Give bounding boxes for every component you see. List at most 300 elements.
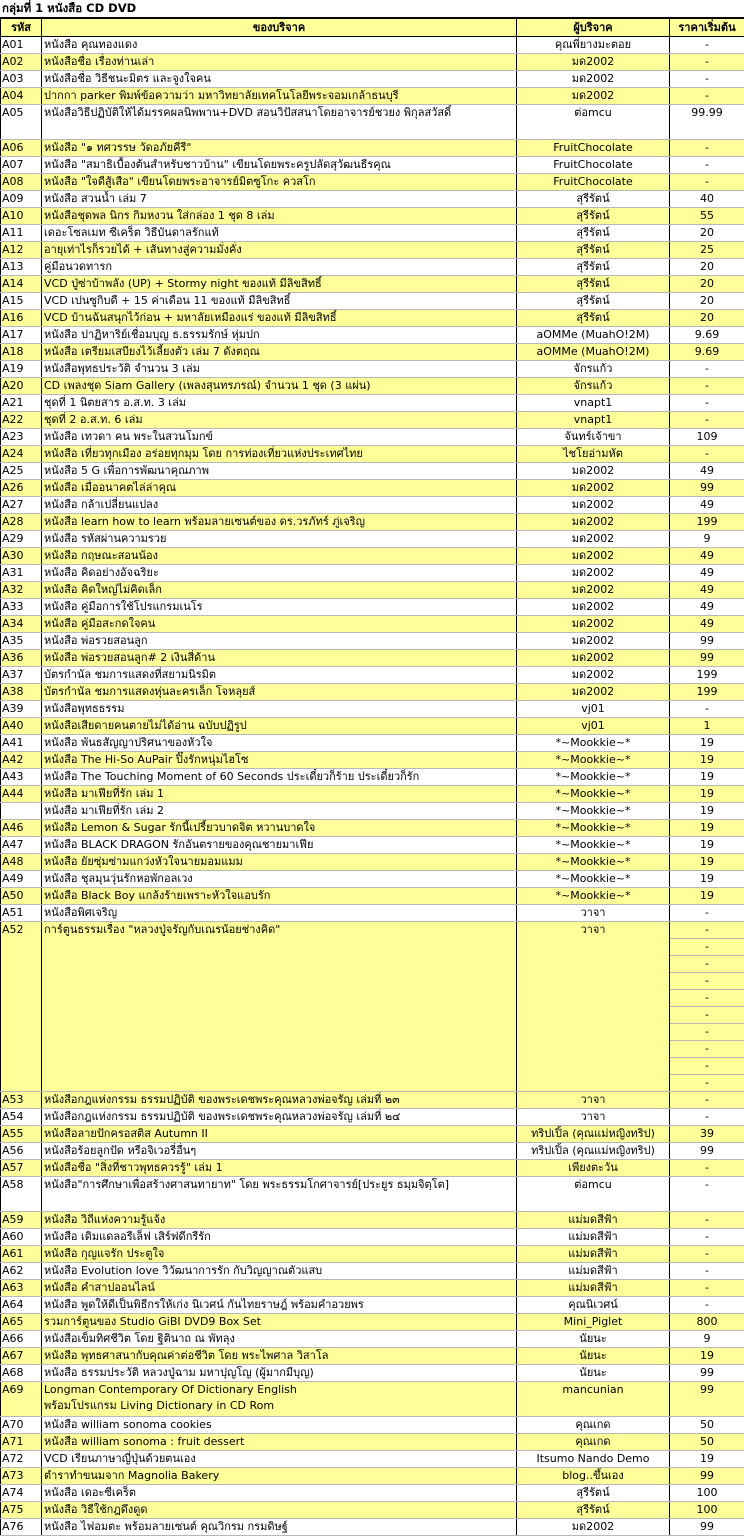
cell-donor[interactable]: *~Mookkie~* (517, 769, 670, 786)
cell-price[interactable]: - (670, 701, 744, 718)
cell-price[interactable]: 19 (670, 1348, 744, 1365)
cell-donor[interactable]: มด2002 (517, 514, 670, 531)
cell-price[interactable]: 49 (670, 565, 744, 582)
cell-code[interactable]: A23 (1, 429, 42, 446)
cell-price[interactable]: 199 (670, 667, 744, 684)
cell-price[interactable]: - (670, 88, 744, 105)
cell-donor[interactable]: สุรีรัตน์ (517, 310, 670, 327)
cell-code[interactable]: A61 (1, 1246, 42, 1263)
cell-item[interactable]: หนังสือพุทธประวัติ จำนวน 3 เล่ม (42, 361, 517, 378)
cell-code[interactable]: A12 (1, 242, 42, 259)
cell-item[interactable]: VCD เรียนภาษาญี่ปุ่นด้วยตนเอง (42, 1451, 517, 1468)
cell-item[interactable]: รวมการ์ตูนของ Studio GiBI DVD9 Box Set (42, 1314, 517, 1331)
cell-price[interactable]: 20 (670, 293, 744, 310)
cell-price[interactable]: - (670, 1075, 744, 1092)
cell-code[interactable]: A42 (1, 752, 42, 769)
cell-code[interactable]: A72 (1, 1451, 42, 1468)
cell-donor[interactable]: คุณนิเวศน์ (517, 1297, 670, 1314)
cell-price[interactable]: - (670, 1297, 744, 1314)
cell-price[interactable]: 99 (670, 480, 744, 497)
cell-price[interactable]: - (670, 37, 744, 54)
cell-donor[interactable]: ทริปเปิ้ล (คุณแม่หญิงทริป) (517, 1126, 670, 1143)
cell-item[interactable]: ชุดที่ 2 อ.ส.ท. 6 เล่ม (42, 412, 517, 429)
cell-code[interactable]: A09 (1, 191, 42, 208)
cell-price[interactable]: 99.99 (670, 105, 744, 140)
cell-code[interactable]: A21 (1, 395, 42, 412)
cell-donor[interactable]: แม่มดสีฟ้า (517, 1229, 670, 1246)
cell-price[interactable]: - (670, 395, 744, 412)
cell-donor[interactable]: มด2002 (517, 667, 670, 684)
cell-donor[interactable]: แม่มดสีฟ้า (517, 1280, 670, 1297)
cell-price[interactable]: 19 (670, 871, 744, 888)
cell-price[interactable]: 49 (670, 582, 744, 599)
cell-price[interactable]: - (670, 361, 744, 378)
cell-price[interactable]: - (670, 140, 744, 157)
cell-item[interactable]: VCD เปนซูกิบดี + 15 ค่าเดือน 11 ของแท้ มีลิขสิทธิ์ (42, 293, 517, 310)
cell-price[interactable]: 20 (670, 225, 744, 242)
cell-item[interactable]: หนังสือ คุณทองแดง (42, 37, 517, 54)
cell-item[interactable]: หนังสือลายปักครอสติส Autumn II (42, 1126, 517, 1143)
cell-code[interactable]: A13 (1, 259, 42, 276)
cell-price[interactable]: 99 (670, 1365, 744, 1382)
cell-item[interactable]: หนังสือ วิธีใช้กฎดึงดูด (42, 1502, 517, 1519)
cell-price[interactable]: - (670, 922, 744, 939)
cell-donor[interactable]: มด2002 (517, 531, 670, 548)
cell-item[interactable]: หนังสือชื่อ วิธีชนะมิตร และจูงใจคน (42, 71, 517, 88)
cell-code[interactable]: A39 (1, 701, 42, 718)
cell-price[interactable]: - (670, 446, 744, 463)
cell-price[interactable]: - (670, 412, 744, 429)
cell-price[interactable]: 99 (670, 650, 744, 667)
cell-price[interactable]: 199 (670, 684, 744, 701)
cell-price[interactable]: 49 (670, 599, 744, 616)
cell-donor[interactable]: *~Mookkie~* (517, 871, 670, 888)
cell-item[interactable]: หนังสือพุทธธรรม (42, 701, 517, 718)
cell-price[interactable]: - (670, 1024, 744, 1041)
cell-donor[interactable]: แม่มดสีฟ้า (517, 1246, 670, 1263)
cell-donor[interactable]: mancunian (517, 1382, 670, 1417)
cell-price[interactable]: 49 (670, 463, 744, 480)
cell-donor[interactable]: สุรีรัตน์ (517, 191, 670, 208)
cell-item[interactable]: หนังสือ ชุลมุนวุ่นรักหอพักอลเวง (42, 871, 517, 888)
cell-donor[interactable]: มด2002 (517, 1519, 670, 1536)
cell-price[interactable]: 39 (670, 1126, 744, 1143)
cell-item[interactable]: หนังสือวิธีปฏิบัติให้ได้มรรคผลนิพพาน+DVD สอนวิปัสสนาโดยอาจารย์ชวยง พิกุลสวัสดิ์ (42, 105, 517, 140)
cell-code[interactable]: A41 (1, 735, 42, 752)
cell-donor[interactable]: FruitChocolate (517, 174, 670, 191)
cell-donor[interactable]: Itsumo Nando Demo (517, 1451, 670, 1468)
cell-item[interactable]: หนังสือ เดอะซีเคร็ต (42, 1485, 517, 1502)
cell-item[interactable]: หนังสือ พ่อรวยสอนลูก (42, 633, 517, 650)
cell-code[interactable]: A02 (1, 54, 42, 71)
cell-code[interactable]: A65 (1, 1314, 42, 1331)
cell-code[interactable]: A01 (1, 37, 42, 54)
cell-item[interactable]: หนังสือ คิดอย่างอัจฉริยะ (42, 565, 517, 582)
cell-item[interactable]: หนังสือ BLACK DRAGON รักอันตรายของคุณชายมาเฟีย (42, 837, 517, 854)
cell-code[interactable]: A06 (1, 140, 42, 157)
cell-item[interactable]: หนังสือกฎแห่งกรรม ธรรมปฏิบัติ ของพระเดชพระคุณหลวงพ่อจรัญ เล่มที่ ๒๔ (42, 1109, 517, 1126)
cell-donor[interactable]: สุรีรัตน์ (517, 293, 670, 310)
cell-code[interactable]: A05 (1, 105, 42, 140)
cell-code[interactable]: A08 (1, 174, 42, 191)
cell-price[interactable]: 49 (670, 548, 744, 565)
cell-donor[interactable]: วาจา (517, 1092, 670, 1109)
cell-code[interactable]: A24 (1, 446, 42, 463)
cell-price[interactable]: 99 (670, 1143, 744, 1160)
cell-price[interactable]: 100 (670, 1502, 744, 1519)
cell-donor[interactable]: มด2002 (517, 633, 670, 650)
cell-item[interactable]: หนังสือ "๑ ทศวรรษ วัดอภัยคีรี" (42, 140, 517, 157)
cell-item[interactable]: หนังสือ คิดใหญ่ไม่คิดเล็ก (42, 582, 517, 599)
cell-donor[interactable]: vnapt1 (517, 395, 670, 412)
cell-donor[interactable]: สุรีรัตน์ (517, 1485, 670, 1502)
cell-code[interactable]: A14 (1, 276, 42, 293)
cell-code[interactable]: A51 (1, 905, 42, 922)
cell-price[interactable]: - (670, 1263, 744, 1280)
cell-item[interactable]: หนังสือ กฤษณะสอนน้อง (42, 548, 517, 565)
cell-donor[interactable]: *~Mookkie~* (517, 837, 670, 854)
cell-donor[interactable]: ต่อmcu (517, 105, 670, 140)
cell-item[interactable]: ตำราทำขนมจาก Magnolia Bakery (42, 1468, 517, 1485)
cell-donor[interactable]: มด2002 (517, 582, 670, 599)
cell-item[interactable]: หนังสือชื่อ "สิ่งที่ชาวพุทธควรรู้" เล่ม 1 (42, 1160, 517, 1177)
cell-price[interactable]: 19 (670, 803, 744, 820)
cell-price[interactable]: 1 (670, 718, 744, 735)
cell-donor[interactable]: มด2002 (517, 463, 670, 480)
cell-price[interactable]: 19 (670, 735, 744, 752)
cell-code[interactable]: A28 (1, 514, 42, 531)
cell-code[interactable]: A43 (1, 769, 42, 786)
cell-item[interactable]: หนังสือ วิถีแห่งความรู้แจ้ง (42, 1212, 517, 1229)
cell-item[interactable]: อายุเท่าไรก็รวยได้ + เส้นทางสู่ความมั่งคั่ง (42, 242, 517, 259)
cell-price[interactable]: 19 (670, 786, 744, 803)
cell-item[interactable]: หนังสือ เทวดา คน พระในสวนโมกข์ (42, 429, 517, 446)
cell-price[interactable]: 9 (670, 1331, 744, 1348)
cell-code[interactable]: A26 (1, 480, 42, 497)
cell-item[interactable]: หนังสือ พันธสัญญาปริศนาของหัวใจ (42, 735, 517, 752)
cell-code[interactable]: A20 (1, 378, 42, 395)
cell-donor[interactable]: *~Mookkie~* (517, 854, 670, 871)
cell-price[interactable]: 19 (670, 769, 744, 786)
cell-donor[interactable]: มด2002 (517, 88, 670, 105)
header-price[interactable]: ราคาเริ่มต้น (670, 19, 744, 37)
cell-donor[interactable]: *~Mookkie~* (517, 735, 670, 752)
cell-code[interactable]: A53 (1, 1092, 42, 1109)
cell-item[interactable]: หนังสือ พูดให้ดีเป็นพิธีกรให้เก่ง นิเวศน์ กันไทยราษฎ์ พร้อมคำอวยพร (42, 1297, 517, 1314)
cell-code[interactable]: A37 (1, 667, 42, 684)
cell-item[interactable]: หนังสือ learn how to learn พร้อมลายเซนต์ของ ดร.วรภัทร์ ภู่เจริญ (42, 514, 517, 531)
cell-item[interactable]: CD เพลงชุด Siam Gallery (เพลงสุนทรภรณ์) จำนวน 1 ชุด (3 แผ่น) (42, 378, 517, 395)
cell-price[interactable]: 49 (670, 497, 744, 514)
cell-code[interactable]: A46 (1, 820, 42, 837)
cell-price[interactable]: - (670, 1109, 744, 1126)
cell-price[interactable]: - (670, 973, 744, 990)
cell-donor[interactable]: มด2002 (517, 497, 670, 514)
cell-code[interactable]: A70 (1, 1417, 42, 1434)
cell-item[interactable]: ชุดที่ 1 นิตยสาร อ.ส.ท. 3 เล่ม (42, 395, 517, 412)
cell-donor[interactable]: จันทร์เจ้าขา (517, 429, 670, 446)
cell-donor[interactable]: วาจา (517, 905, 670, 922)
cell-code[interactable]: A62 (1, 1263, 42, 1280)
cell-donor[interactable]: FruitChocolate (517, 157, 670, 174)
cell-item[interactable]: VCD ปู่ซ่าบ้าพลัง (UP) + Stormy night ของแท้ มีลิขสิทธิ์ (42, 276, 517, 293)
cell-price[interactable]: - (670, 174, 744, 191)
cell-donor[interactable]: vnapt1 (517, 412, 670, 429)
cell-code[interactable]: A73 (1, 1468, 42, 1485)
cell-item[interactable]: ปากกา parker พิมพ์ข้อความว่า มหาวิทยาลัยเทคโนโลยีพระจอมเกล้าธนบุรี (42, 88, 517, 105)
cell-code[interactable]: A71 (1, 1434, 42, 1451)
cell-donor[interactable]: คุณเกด (517, 1417, 670, 1434)
cell-item[interactable]: หนังสือ พุทธศาสนากับคุณค่าต่อชีวิต โดย พระไพศาล วิสาโล (42, 1348, 517, 1365)
cell-donor[interactable]: แม่มดสีฟ้า (517, 1212, 670, 1229)
cell-price[interactable]: 20 (670, 276, 744, 293)
cell-item[interactable]: บัตรกำนัล ชมการแสดงที่สยามนิรมิต (42, 667, 517, 684)
cell-price[interactable]: - (670, 1041, 744, 1058)
cell-price[interactable]: - (670, 378, 744, 395)
cell-item[interactable]: เดอะโซลเมท ซีเคร็ต วิธีบันดาลรักแท้ (42, 225, 517, 242)
cell-code[interactable]: A15 (1, 293, 42, 310)
cell-price[interactable]: 100 (670, 1485, 744, 1502)
cell-item[interactable]: หนังสือ มาเฟียที่รัก เล่ม 2 (42, 803, 517, 820)
cell-price[interactable]: - (670, 157, 744, 174)
cell-donor[interactable]: สุรีรัตน์ (517, 225, 670, 242)
cell-donor[interactable]: จักรแก้ว (517, 361, 670, 378)
cell-donor[interactable]: มด2002 (517, 684, 670, 701)
cell-code[interactable]: A49 (1, 871, 42, 888)
cell-code[interactable]: A63 (1, 1280, 42, 1297)
cell-donor[interactable]: *~Mookkie~* (517, 786, 670, 803)
cell-donor[interactable]: นัยนะ (517, 1365, 670, 1382)
cell-code[interactable]: A55 (1, 1126, 42, 1143)
cell-item[interactable]: หนังสือ Black Boy แกล้งร้ายเพราะหัวใจแอบรัก (42, 888, 517, 905)
cell-item[interactable]: หนังสือ เมื่ออนาคตไล่ล่าคุณ (42, 480, 517, 497)
cell-item[interactable]: หนังสือ เดิมแดลอรีเล็ฟ เสิร์ฟดีกรีรัก (42, 1229, 517, 1246)
cell-item[interactable]: Longman Contemporary Of Dictionary English พร้อมโปรแกรม Living Dictionary in CD Rom (42, 1382, 517, 1417)
cell-code[interactable]: A47 (1, 837, 42, 854)
cell-code[interactable]: A59 (1, 1212, 42, 1229)
cell-price[interactable]: 50 (670, 1434, 744, 1451)
cell-code[interactable]: A54 (1, 1109, 42, 1126)
cell-code[interactable]: A34 (1, 616, 42, 633)
cell-donor[interactable]: สุรีรัตน์ (517, 1502, 670, 1519)
cell-price[interactable]: - (670, 1212, 744, 1229)
cell-donor[interactable]: มด2002 (517, 54, 670, 71)
cell-price[interactable]: - (670, 1058, 744, 1075)
cell-item[interactable]: หนังสือ ธรรมประวัติ หลวงปู่ฉาม มหาปุญโญ (ผู้มากมีบุญ) (42, 1365, 517, 1382)
cell-price[interactable]: 9.69 (670, 344, 744, 361)
cell-code[interactable]: A40 (1, 718, 42, 735)
cell-price[interactable]: 19 (670, 888, 744, 905)
cell-donor[interactable]: *~Mookkie~* (517, 820, 670, 837)
cell-code[interactable]: A17 (1, 327, 42, 344)
cell-donor[interactable]: นัยนะ (517, 1348, 670, 1365)
cell-code[interactable]: A36 (1, 650, 42, 667)
cell-donor[interactable]: สุรีรัตน์ (517, 208, 670, 225)
cell-code[interactable]: A76 (1, 1519, 42, 1536)
cell-code[interactable]: A25 (1, 463, 42, 480)
cell-item[interactable]: หนังสือ william sonoma : fruit dessert (42, 1434, 517, 1451)
cell-code[interactable]: A75 (1, 1502, 42, 1519)
cell-item[interactable]: หนังสือพิศเจริญ (42, 905, 517, 922)
cell-item[interactable]: หนังสือ คำสาปออนไลน์ (42, 1280, 517, 1297)
cell-code[interactable]: A57 (1, 1160, 42, 1177)
cell-item[interactable]: หนังสือ 5 G เพื่อการพัฒนาคุณภาพ (42, 463, 517, 480)
cell-donor[interactable]: มด2002 (517, 548, 670, 565)
cell-item[interactable]: บัตรกำนัล ชมการแสดงหุ่นละครเล็ก โจหลุยส์ (42, 684, 517, 701)
cell-code[interactable]: A29 (1, 531, 42, 548)
cell-price[interactable]: 40 (670, 191, 744, 208)
cell-donor[interactable]: *~Mookkie~* (517, 803, 670, 820)
cell-item[interactable]: หนังสือ เตรียมเสบียงไว้เลี้ยงตัว เล่ม 7 ดังตฤณ (42, 344, 517, 361)
cell-donor[interactable]: นัยนะ (517, 1331, 670, 1348)
cell-item[interactable]: หนังสือ"การศึกษาเพื่อสร้างศาสนทายาท" โดย พระธรรมโกศาจารย์[ประยูร ธมฺมจิตฺโต] (42, 1177, 517, 1212)
cell-donor[interactable]: มด2002 (517, 650, 670, 667)
cell-code[interactable]: A16 (1, 310, 42, 327)
cell-item[interactable]: หนังสือ Lemon & Sugar รักนี้เปรี้ยวบาดจิต หวานบาดใจ (42, 820, 517, 837)
cell-price[interactable]: - (670, 939, 744, 956)
cell-price[interactable]: 9.69 (670, 327, 744, 344)
cell-price[interactable]: 99 (670, 1468, 744, 1485)
cell-code[interactable]: A33 (1, 599, 42, 616)
cell-item[interactable]: หนังสือ สวนน้ำ เล่ม 7 (42, 191, 517, 208)
cell-code[interactable]: A19 (1, 361, 42, 378)
cell-code[interactable] (1, 803, 42, 820)
cell-item[interactable]: การ์ตูนธรรมเรื่อง "หลวงปู่จรัญกับเณรน้อยช่างคิด" (42, 922, 517, 1092)
cell-item[interactable]: หนังสือ กุญแจรัก ประตูใจ (42, 1246, 517, 1263)
cell-code[interactable]: A04 (1, 88, 42, 105)
cell-code[interactable]: A69 (1, 1382, 42, 1417)
cell-price[interactable]: - (670, 1092, 744, 1109)
cell-item[interactable]: หนังสือกฎแห่งกรรม ธรรมปฏิบัติ ของพระเดชพระคุณหลวงพ่อจรัญ เล่มที่ ๒๓ (42, 1092, 517, 1109)
cell-donor[interactable]: aOMMe (MuahO!2M) (517, 344, 670, 361)
cell-donor[interactable]: blog..ขึ้นเอง (517, 1468, 670, 1485)
cell-price[interactable]: - (670, 1177, 744, 1212)
cell-code[interactable]: A50 (1, 888, 42, 905)
cell-price[interactable]: - (670, 1229, 744, 1246)
cell-item[interactable]: หนังสือ william sonoma cookies (42, 1417, 517, 1434)
cell-code[interactable]: A58 (1, 1177, 42, 1212)
cell-code[interactable]: A44 (1, 786, 42, 803)
cell-price[interactable]: 99 (670, 633, 744, 650)
cell-price[interactable]: - (670, 1160, 744, 1177)
cell-item[interactable]: หนังสือชื่อ เรื่องท่านเล่า (42, 54, 517, 71)
cell-item[interactable]: หนังสือ คู่มือการใช้โปรแกรมเนโร (42, 599, 517, 616)
cell-code[interactable]: A66 (1, 1331, 42, 1348)
cell-price[interactable]: - (670, 1007, 744, 1024)
cell-item[interactable]: หนังสือ เที่ยวทุกเมือง อร่อยทุกมุม โดย การท่องเที่ยวแห่งประเทศไทย (42, 446, 517, 463)
cell-price[interactable]: 25 (670, 242, 744, 259)
cell-item[interactable]: หนังสือ มาเฟียที่รัก เล่ม 1 (42, 786, 517, 803)
cell-price[interactable]: 9 (670, 531, 744, 548)
cell-item[interactable]: หนังสือ ยัยซุ่มซ่ามแกว่งหัวใจนายมอมแมม (42, 854, 517, 871)
cell-item[interactable]: หนังสือเสียดายคนตายไม่ได้อ่าน ฉบับปฏิรูป (42, 718, 517, 735)
cell-code[interactable]: A38 (1, 684, 42, 701)
cell-donor[interactable]: แม่มดสีฟ้า (517, 1263, 670, 1280)
cell-code[interactable]: A56 (1, 1143, 42, 1160)
cell-donor[interactable]: มด2002 (517, 71, 670, 88)
cell-item[interactable]: หนังสือ พ่อรวยสอนลูก# 2 เงินสี่ด้าน (42, 650, 517, 667)
cell-donor[interactable]: สุรีรัตน์ (517, 259, 670, 276)
cell-item[interactable]: หนังสือ ไฟอมตะ พร้อมลายเซนต์ คุณวิกรม กรมดิษฐ์ (42, 1519, 517, 1536)
cell-code[interactable]: A31 (1, 565, 42, 582)
cell-code[interactable]: A22 (1, 412, 42, 429)
header-donor[interactable]: ผู้บริจาค (517, 19, 670, 37)
cell-item[interactable]: หนังสือร้อยลูกปัด หรือจิเวอรี่อื่นๆ (42, 1143, 517, 1160)
cell-donor[interactable]: เพียงตะวัน (517, 1160, 670, 1177)
cell-item[interactable]: คู่มือนวดทารก (42, 259, 517, 276)
header-code[interactable]: รหัส (1, 19, 42, 37)
cell-price[interactable]: 20 (670, 310, 744, 327)
cell-code[interactable]: A32 (1, 582, 42, 599)
cell-price[interactable]: 99 (670, 1382, 744, 1417)
cell-donor[interactable]: มด2002 (517, 565, 670, 582)
cell-donor[interactable]: vj01 (517, 701, 670, 718)
cell-price[interactable]: 55 (670, 208, 744, 225)
cell-donor[interactable]: aOMMe (MuahO!2M) (517, 327, 670, 344)
cell-donor[interactable]: สุรีรัตน์ (517, 242, 670, 259)
cell-price[interactable]: - (670, 1246, 744, 1263)
cell-price[interactable]: 99 (670, 1519, 744, 1536)
cell-price[interactable]: 109 (670, 429, 744, 446)
cell-price[interactable]: 20 (670, 259, 744, 276)
cell-price[interactable]: 19 (670, 854, 744, 871)
cell-donor[interactable]: สุรีรัตน์ (517, 276, 670, 293)
cell-donor[interactable]: Mini_Piglet (517, 1314, 670, 1331)
cell-item[interactable]: หนังสือ ปาฏิหาริย์เชื่อมบุญ ธ.ธรรมรักษ์ หุ่มปก (42, 327, 517, 344)
cell-code[interactable]: A27 (1, 497, 42, 514)
cell-price[interactable]: - (670, 71, 744, 88)
cell-price[interactable]: 19 (670, 837, 744, 854)
cell-item[interactable]: หนังสือ "สมาธิเบื้องต้นสำหรับชาวบ้าน" เขียนโดยพระครูปลัดสุวัฒนธีรคุณ (42, 157, 517, 174)
cell-item[interactable]: VCD บ้านฉันสนุกไว้ก่อน + มหาลัยเหมืองแร่ ของแท้ มีลิขสิทธิ์ (42, 310, 517, 327)
cell-code[interactable]: A10 (1, 208, 42, 225)
cell-donor[interactable]: คุณพี่ยางมะตอย (517, 37, 670, 54)
cell-item[interactable]: หนังสือเข็มทิศชีวิต โดย ฐิตินาถ ณ พัทลุง (42, 1331, 517, 1348)
cell-price[interactable]: 19 (670, 752, 744, 769)
cell-code[interactable]: A67 (1, 1348, 42, 1365)
cell-donor[interactable]: วาจา (517, 1109, 670, 1126)
cell-donor[interactable]: *~Mookkie~* (517, 752, 670, 769)
cell-donor[interactable]: มด2002 (517, 616, 670, 633)
cell-code[interactable]: A30 (1, 548, 42, 565)
cell-price[interactable]: 49 (670, 616, 744, 633)
cell-price[interactable]: 800 (670, 1314, 744, 1331)
cell-item[interactable]: หนังสือ กล้าเปลี่ยนแปลง (42, 497, 517, 514)
cell-code[interactable]: A52 (1, 922, 42, 1092)
cell-donor[interactable]: ไชโยอ่ามหัต (517, 446, 670, 463)
cell-donor[interactable]: *~Mookkie~* (517, 888, 670, 905)
header-item[interactable]: ของบริจาค (42, 19, 517, 37)
cell-donor[interactable]: FruitChocolate (517, 140, 670, 157)
cell-item[interactable]: หนังสือชุดพล นิกร กิมหงวน ใส่กล่อง 1 ชุด 8 เล่ม (42, 208, 517, 225)
cell-code[interactable]: A03 (1, 71, 42, 88)
cell-price[interactable]: 199 (670, 514, 744, 531)
cell-price[interactable]: 19 (670, 820, 744, 837)
cell-code[interactable]: A07 (1, 157, 42, 174)
cell-price[interactable]: - (670, 905, 744, 922)
cell-item[interactable]: หนังสือ คู่มือสะกดใจคน (42, 616, 517, 633)
cell-price[interactable]: 19 (670, 1451, 744, 1468)
cell-item[interactable]: หนังสือ Evolution love วิวัฒนาการรัก กับวิญญาณตัวแสบ (42, 1263, 517, 1280)
cell-code[interactable]: A11 (1, 225, 42, 242)
cell-donor[interactable]: vj01 (517, 718, 670, 735)
cell-price[interactable]: - (670, 956, 744, 973)
cell-price[interactable]: - (670, 54, 744, 71)
cell-item[interactable]: หนังสือ "ใจดีสู้เสือ" เขียนโดยพระอาจารย์มิตซูโกะ ควสโก (42, 174, 517, 191)
cell-code[interactable]: A18 (1, 344, 42, 361)
cell-code[interactable]: A74 (1, 1485, 42, 1502)
cell-code[interactable]: A68 (1, 1365, 42, 1382)
